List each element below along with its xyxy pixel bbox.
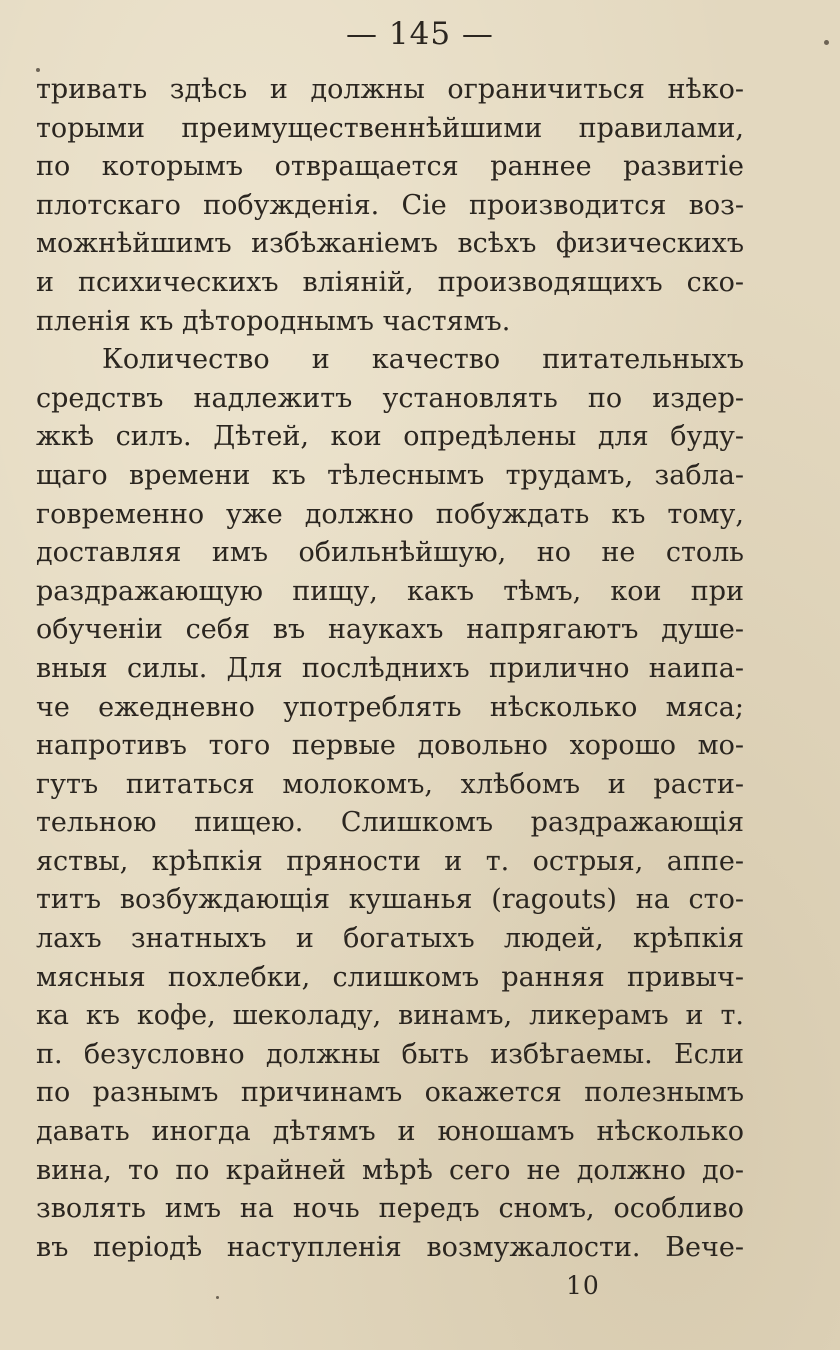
text-line: ка къ кофе, шеколаду, винамъ, ликерамъ и т. xyxy=(36,1000,744,1032)
body-text xyxy=(36,71,744,1267)
text-line: п. безусловно должны быть избѣгаемы. Если xyxy=(36,1038,744,1070)
text-line: че ежедневно употреблять нѣсколько мяса; xyxy=(36,691,744,723)
text-line: средствъ надлежитъ установлять по издер- xyxy=(36,382,744,414)
text-line: вныя силы. Для послѣднихъ прилично наипа- xyxy=(36,652,744,684)
text-line: плотскаго побужденія. Сіе производится воз- xyxy=(36,189,744,221)
ink-speck xyxy=(36,68,40,72)
text-line: щаго времени къ тѣлеснымъ трудамъ, забла- xyxy=(36,459,744,491)
text-line: обученіи себя въ наукахъ напрягаютъ душе- xyxy=(36,614,744,646)
text-line: раздражающую пищу, какъ тѣмъ, кои при xyxy=(36,575,744,607)
paragraph-first-line: Количество и качество питательныхъ xyxy=(102,344,744,376)
text-line: вина, то по крайней мѣрѣ сего не должно до- xyxy=(36,1154,744,1186)
text-line: гутъ питаться молокомъ, хлѣбомъ и расти- xyxy=(36,768,744,800)
text-line: можнѣйшимъ избѣжаніемъ всѣхъ физическихъ xyxy=(36,228,744,260)
text-line: титъ возбуждающія кушанья (ragouts) на сто- xyxy=(36,884,744,916)
text-line: по разнымъ причинамъ окажется полезнымъ xyxy=(36,1077,744,1109)
ink-speck xyxy=(824,40,829,45)
text-line: лахъ знатныхъ и богатыхъ людей, крѣпкія xyxy=(36,923,744,955)
text-line: яствы, крѣпкія пряности и т. острыя, аппе- xyxy=(36,845,744,877)
text-line: въ періодѣ наступленія возмужалости. Вече- xyxy=(36,1231,744,1263)
text-line: зволять имъ на ночь передъ сномъ, особливо xyxy=(36,1193,744,1225)
text-line: тривать здѣсь и должны ограничиться нѣко- xyxy=(36,74,744,105)
text-line: по которымъ отвращается раннее развитіе xyxy=(36,151,744,183)
text-line: тельною пищею. Слишкомъ раздражающія xyxy=(36,807,744,839)
text-line: торыми преимущественнѣйшими правилами, xyxy=(36,112,744,144)
text-line: жкѣ силъ. Дѣтей, кои опредѣлены для буду- xyxy=(36,421,744,453)
text-line: пленія къ дѣтороднымъ частямъ. xyxy=(36,305,511,337)
text-line: напротивъ того первые довольно хорошо мо- xyxy=(36,730,744,762)
text-line: давать иногда дѣтямъ и юношамъ нѣсколько xyxy=(36,1116,744,1148)
page-number: — 145 — xyxy=(346,16,494,52)
text-line: и психическихъ вліяній, производящихъ ско- xyxy=(36,266,744,298)
ink-speck xyxy=(216,1296,219,1299)
text-line: говременно уже должно побуждать къ тому, xyxy=(36,498,744,530)
text-line: мясныя похлебки, слишкомъ ранняя привыч- xyxy=(36,961,744,993)
signature-mark: 10 xyxy=(566,1271,600,1300)
text-line: доставляя имъ обильнѣйшую, но не столь xyxy=(36,537,744,569)
